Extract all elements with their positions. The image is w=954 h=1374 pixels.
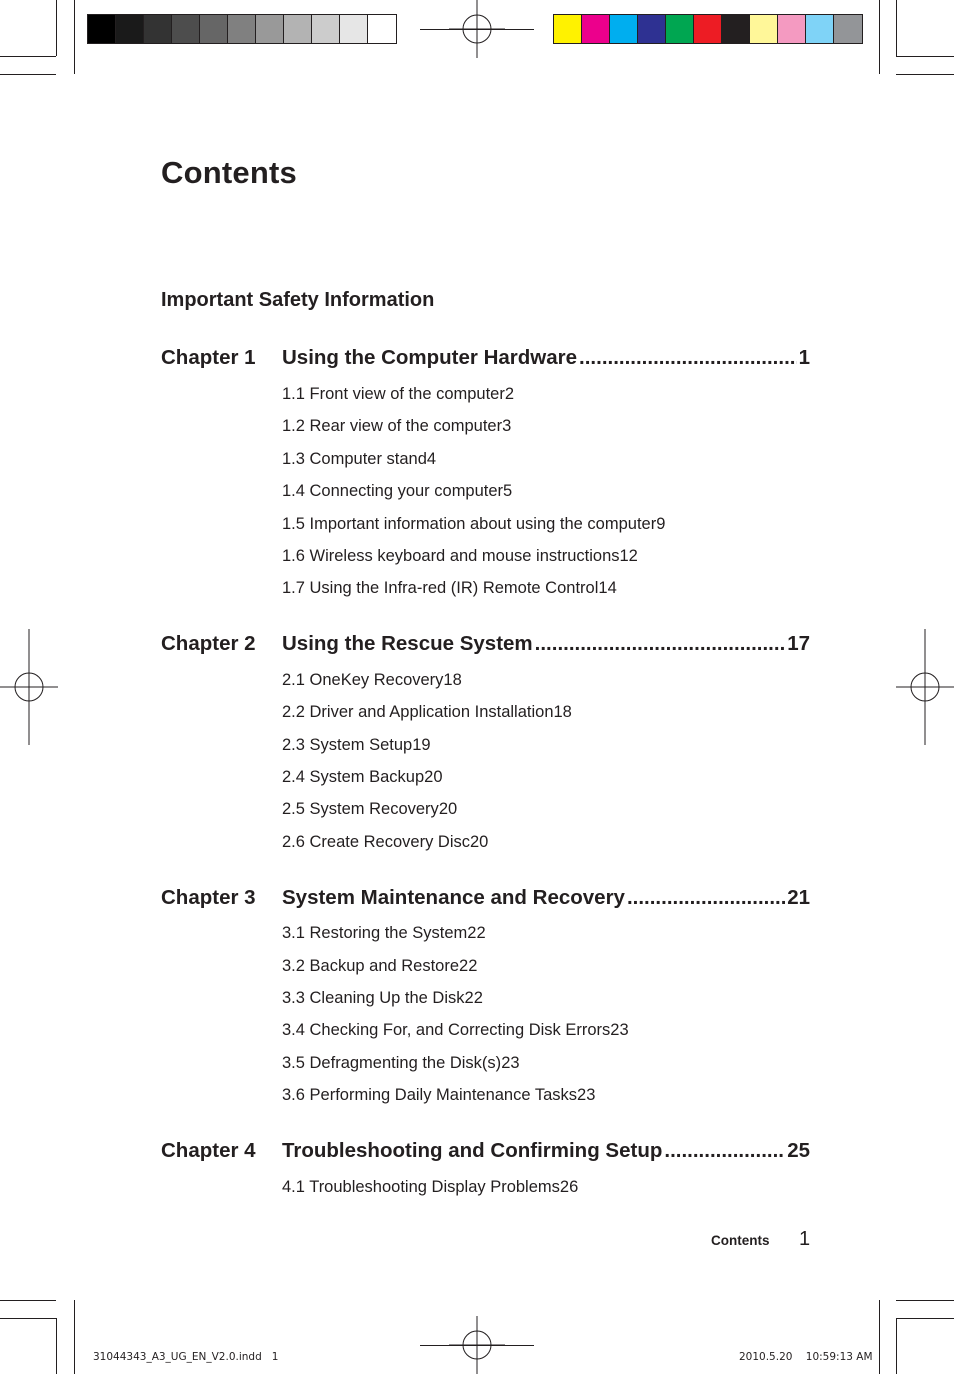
crop-mark: [74, 0, 75, 74]
entry-text: 1.3 Computer stand: [282, 450, 427, 468]
entry-text: 2.4 System Backup: [282, 768, 425, 786]
chapter-title: Troubleshooting and Confirming Setup: [282, 1139, 663, 1162]
color-swatch: [694, 15, 722, 43]
color-swatch: [200, 15, 228, 43]
color-swatch: [778, 15, 806, 43]
color-swatch: [666, 15, 694, 43]
color-swatch: [256, 15, 284, 43]
chapter-title: System Maintenance and Recovery: [282, 886, 625, 909]
crop-mark: [0, 1300, 56, 1301]
toc-entry[interactable]: [282, 736, 810, 758]
crop-mark: [879, 0, 880, 74]
color-swatch: [582, 15, 610, 43]
entry-text: 3.3 Cleaning Up the Disk: [282, 989, 465, 1007]
entry-page: 14: [598, 579, 617, 597]
toc-entry[interactable]: [282, 1086, 810, 1108]
color-swatch: [806, 15, 834, 43]
slug-timestamp: 2010.5.20 10:59:13 AM: [739, 1351, 873, 1363]
entry-text: 2.5 System Recovery: [282, 800, 439, 818]
entry-text: 3.6 Performing Daily Maintenance Tasks: [282, 1086, 578, 1104]
toc-entry[interactable]: [282, 800, 810, 822]
toc-entry[interactable]: [282, 482, 810, 504]
footer-label: Contents: [711, 1233, 770, 1248]
registration-target-icon: [896, 629, 954, 745]
entry-page: 3: [502, 417, 512, 435]
color-swatch: [722, 15, 750, 43]
crop-mark: [896, 74, 954, 75]
entry-text: 3.4 Checking For, and Correcting Disk Errors: [282, 1021, 611, 1039]
entry-text: 1.6 Wireless keyboard and mouse instructions: [282, 547, 620, 565]
color-swatch: [610, 15, 638, 43]
entry-page: 18: [443, 671, 462, 689]
entry-page: 23: [577, 1086, 596, 1104]
color-swatch: [340, 15, 368, 43]
entry-text: 1.1 Front view of the computer: [282, 385, 505, 403]
entry-text: 1.5 Important information about using the computer: [282, 515, 657, 533]
dot-leader: [664, 1139, 785, 1163]
toc-entry[interactable]: [282, 547, 810, 569]
entry-page: 23: [501, 1054, 520, 1072]
chapter-heading[interactable]: [161, 886, 810, 916]
entry-text: 2.2 Driver and Application Installation: [282, 703, 554, 721]
page-number: 1: [799, 1228, 811, 1250]
entry-page: 2: [504, 385, 515, 403]
color-swatch: [116, 15, 144, 43]
chapter-heading[interactable]: [161, 1139, 810, 1169]
entry-page: 4: [426, 450, 437, 468]
crop-mark: [879, 1300, 880, 1374]
color-swatch: [172, 15, 200, 43]
entry-text: 1.2 Rear view of the computer: [282, 417, 503, 435]
toc-entry[interactable]: [282, 1178, 810, 1200]
color-swatch: [88, 15, 116, 43]
chapter-label: Chapter 3: [161, 886, 256, 909]
toc-entry[interactable]: [282, 957, 810, 979]
entry-page: 12: [619, 547, 638, 565]
registration-line: [420, 29, 534, 30]
entry-text: 2.1 OneKey Recovery: [282, 671, 444, 689]
dot-leader: [535, 632, 786, 656]
entry-text: 2.6 Create Recovery Disc: [282, 833, 470, 851]
chapter-page: 25: [787, 1139, 810, 1162]
entry-page: 20: [438, 800, 458, 818]
entry-page: 19: [412, 736, 431, 754]
crop-mark: [0, 74, 56, 75]
color-swatch: [312, 15, 340, 43]
dot-leader: [579, 346, 797, 370]
chapter-heading[interactable]: [161, 346, 810, 376]
crop-mark: [896, 1318, 954, 1319]
toc-entry[interactable]: [282, 417, 810, 439]
entry-text: 3.5 Defragmenting the Disk(s): [282, 1054, 502, 1072]
page-title: Contents: [161, 155, 297, 190]
toc-entry[interactable]: [282, 989, 810, 1011]
entry-text: 1.7 Using the Infra-red (IR) Remote Control: [282, 579, 599, 597]
toc-entry[interactable]: [282, 1054, 810, 1076]
entry-page: 5: [503, 482, 513, 500]
crop-mark: [56, 0, 57, 56]
color-swatch: [554, 15, 582, 43]
crop-mark: [896, 0, 897, 56]
registration-target-icon: [0, 629, 58, 745]
chapter-page: 21: [787, 886, 810, 909]
chapter-label: Chapter 2: [161, 632, 256, 655]
toc-entry[interactable]: [282, 768, 810, 790]
entry-page: 18: [553, 703, 572, 721]
crop-mark: [0, 1318, 56, 1319]
color-calibration-bar: [553, 14, 863, 44]
dot-leader: [627, 886, 785, 910]
crop-mark: [0, 56, 56, 57]
entry-page: 22: [464, 989, 483, 1007]
entry-text: 4.1 Troubleshooting Display Problems: [282, 1178, 560, 1196]
crop-mark: [896, 1300, 954, 1301]
entry-page: 22: [467, 924, 486, 942]
color-swatch: [284, 15, 312, 43]
entry-text: 3.1 Restoring the System: [282, 924, 468, 942]
toc-entry[interactable]: [282, 833, 810, 855]
entry-page: 23: [610, 1021, 629, 1039]
registration-line: [420, 1345, 534, 1346]
entry-page: 9: [656, 515, 666, 533]
toc-entry[interactable]: [282, 515, 810, 537]
color-swatch: [638, 15, 666, 43]
chapter-title: Using the Rescue System: [282, 632, 533, 655]
chapter-label: Chapter 4: [161, 1139, 256, 1162]
crop-mark: [896, 56, 954, 57]
slug-filename: 31044343_A3_UG_EN_V2.0.indd 1: [93, 1351, 279, 1363]
intro-heading: Important Safety Information: [161, 289, 435, 311]
entry-text: 1.4 Connecting your computer: [282, 482, 504, 500]
chapter-title: Using the Computer Hardware: [282, 346, 578, 369]
toc-entry[interactable]: [282, 703, 810, 725]
entry-page: 20: [470, 833, 489, 851]
crop-mark: [56, 1318, 57, 1374]
entry-text: 2.3 System Setup: [282, 736, 413, 754]
toc-entry[interactable]: [282, 1021, 810, 1043]
chapter-label: Chapter 1: [161, 346, 256, 369]
chapter-page: 17: [787, 632, 810, 655]
toc-entry[interactable]: [282, 924, 810, 946]
color-swatch: [228, 15, 256, 43]
toc-entry[interactable]: [282, 385, 810, 407]
chapter-page: 1: [798, 346, 810, 369]
toc-entry[interactable]: [282, 671, 810, 693]
toc-entry[interactable]: [282, 450, 810, 472]
chapter-heading[interactable]: [161, 632, 810, 662]
grayscale-bar: [87, 14, 397, 44]
entry-text: 3.2 Backup and Restore: [282, 957, 460, 975]
entry-page: 26: [559, 1178, 579, 1196]
crop-mark: [896, 1318, 897, 1374]
entry-page: 20: [424, 768, 443, 786]
color-swatch: [368, 15, 396, 43]
color-swatch: [750, 15, 778, 43]
color-swatch: [834, 15, 862, 43]
entry-page: 22: [459, 957, 478, 975]
color-swatch: [144, 15, 172, 43]
toc-entry[interactable]: [282, 579, 810, 601]
crop-mark: [74, 1300, 75, 1374]
